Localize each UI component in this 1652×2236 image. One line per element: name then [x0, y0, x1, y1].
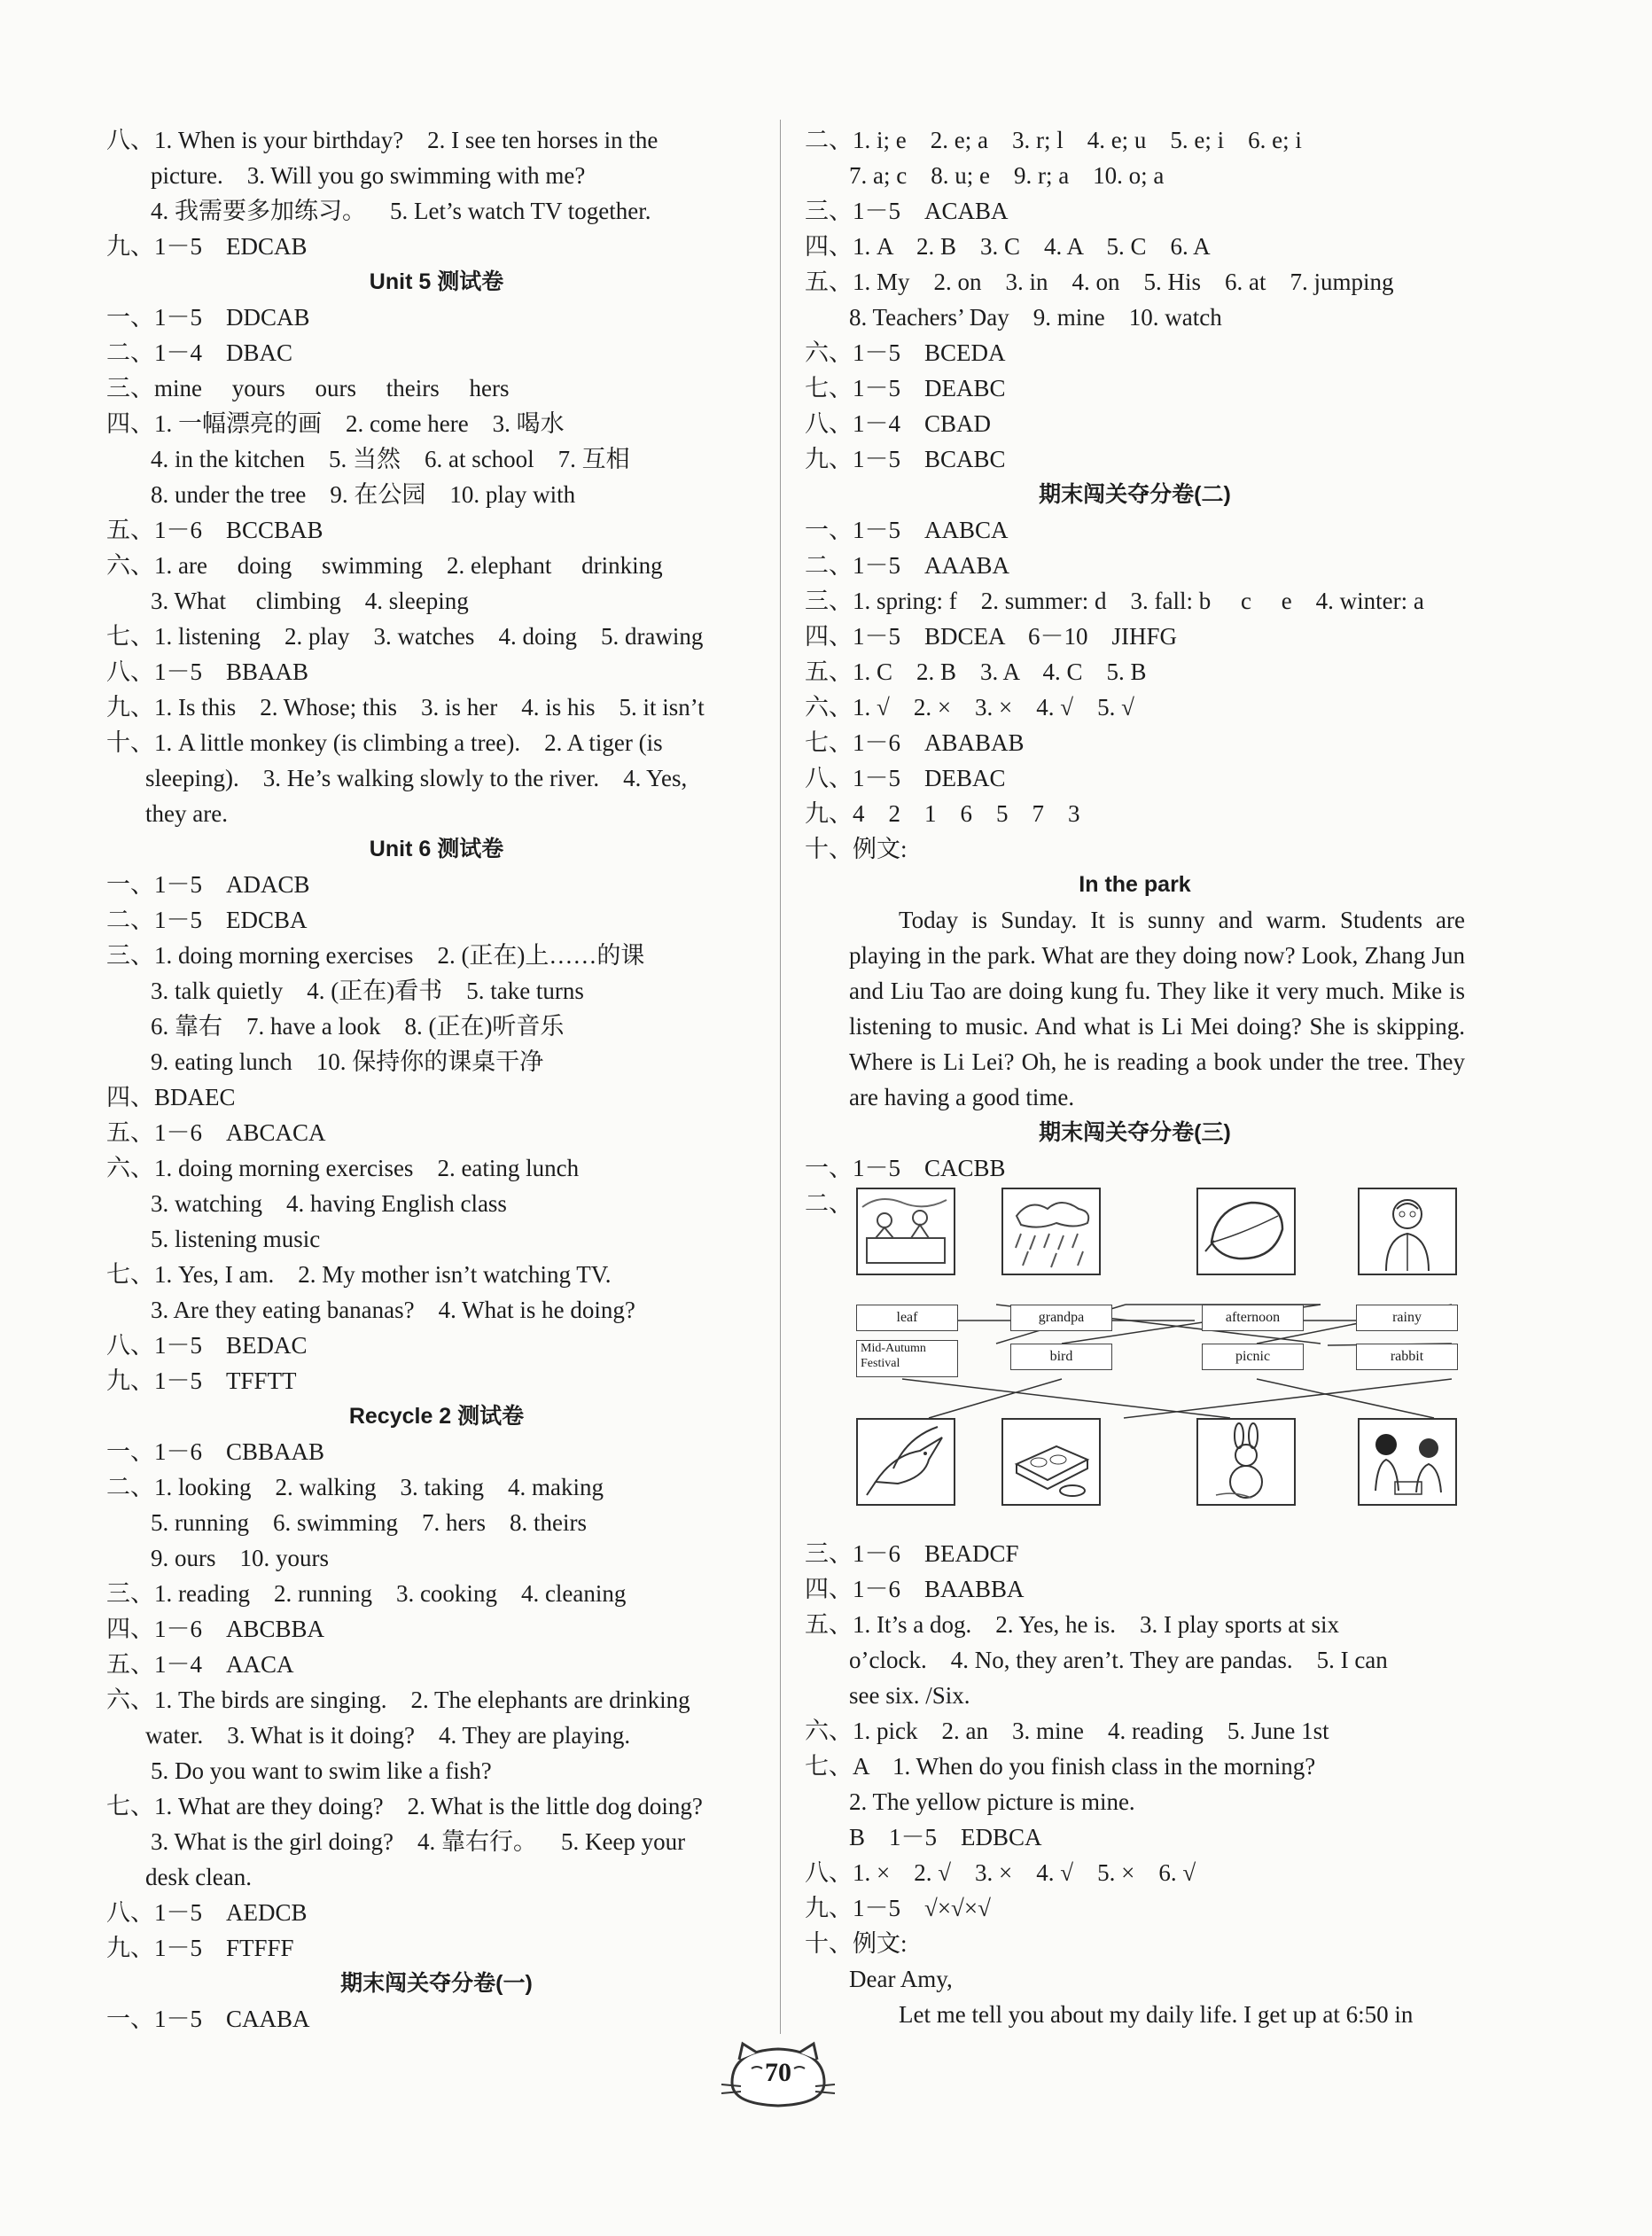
- answer-line: 二、1. i; e 2. e; a 3. r; l 4. e; u 5. e; i 6. e; i: [805, 127, 1302, 153]
- picture-grandpa: [1358, 1188, 1457, 1275]
- answer-line: o’clock. 4. No, they aren’t. They are pandas. 5. I can: [849, 1647, 1388, 1673]
- answer-line: 3. What climbing 4. sleeping: [151, 588, 469, 614]
- answer-line: 八、1. When is your birthday? 2. I see ten horses in the: [106, 127, 658, 153]
- answer-line: 四、1. A 2. B 3. C 4. A 5. C 6. A: [805, 233, 1211, 260]
- match-line: [1124, 1379, 1452, 1418]
- answer-line: they are.: [145, 800, 228, 827]
- answer-line: 九、1－5 FTFFF: [106, 1935, 294, 1961]
- answer-line: 一、1－5 AABCA: [805, 517, 1009, 543]
- answer-line: 三、1－5 ACABA: [805, 198, 1009, 224]
- answer-line: 3. Are they eating bananas? 4. What is he doing?: [151, 1297, 635, 1323]
- answer-line: 三、1. doing morning exercises 2. (正在)上……的课: [106, 942, 645, 969]
- answer-line: 六、1. pick 2. an 3. mine 4. reading 5. June 1st: [805, 1718, 1329, 1744]
- answer-line: 五、1. C 2. B 3. A 4. C 5. B: [805, 658, 1147, 685]
- section-heading: In the park: [1079, 872, 1191, 897]
- answer-line: 三、1－6 BEADCF: [805, 1540, 1019, 1567]
- match-line: [902, 1379, 1230, 1418]
- answer-line: 八、1. × 2. √ 3. × 4. √ 5. × 6. √: [805, 1859, 1196, 1886]
- answer-line: 9. ours 10. yours: [151, 1545, 329, 1571]
- word-grandpa: grandpa: [1010, 1305, 1112, 1331]
- right-column: [805, 122, 1465, 2032]
- answer-line: 三、1. spring: f 2. summer: d 3. fall: b c e 4. winter: a: [805, 588, 1424, 614]
- answer-line: 二、1－5 AAABA: [805, 552, 1010, 579]
- page-number: 70: [765, 2058, 791, 2087]
- answer-line: 4. 我需要多加练习。 5. Let’s watch TV together.: [151, 198, 651, 224]
- answer-line: 六、1. The birds are singing. 2. The elephants are drinking: [106, 1687, 690, 1713]
- answer-line: 四、1－6 ABCBBA: [106, 1616, 325, 1642]
- answer-line: 五、1. It’s a dog. 2. Yes, he is. 3. I play sports at six: [805, 1611, 1339, 1638]
- picture-mooncakes: [1001, 1418, 1101, 1506]
- answer-line: 四、BDAEC: [106, 1084, 236, 1110]
- answer-line: 九、1－5 √×√×√: [805, 1895, 991, 1921]
- section-heading: Recycle 2 测试卷: [348, 1404, 525, 1429]
- answer-line: 十、例文:: [805, 1930, 908, 1957]
- section-heading: 期末闯关夺分卷(三): [1039, 1120, 1231, 1145]
- answer-line: B 1－5 EDBCA: [849, 1824, 1042, 1850]
- answer-line: 一、1－6 CBBAAB: [106, 1438, 325, 1465]
- answer-line: 一、1－5 ADACB: [106, 871, 310, 898]
- picture-afternoon-kids: [1358, 1418, 1457, 1506]
- answer-line: 八、1－5 DEBAC: [805, 765, 1006, 791]
- answer-line: 5. Do you want to swim like a fish?: [151, 1757, 492, 1784]
- answer-line: 四、1－5 BDCEA 6－10 JIHFG: [805, 623, 1178, 650]
- picture-rabbit: [1196, 1418, 1296, 1506]
- answer-line: 九、1－5 EDCAB: [106, 233, 308, 260]
- answer-line: 八、1－5 BEDAC: [106, 1332, 308, 1359]
- answer-line: 3. What is the girl doing? 4. 靠右行。 5. Keep your: [151, 1828, 686, 1855]
- answer-line: 七、1－5 DEABC: [805, 375, 1006, 401]
- answer-line: desk clean.: [145, 1864, 252, 1890]
- answer-line: 6. 靠右 7. have a look 8. (正在)听音乐: [151, 1013, 565, 1040]
- answer-line: 七、A 1. When do you finish class in the morning?: [805, 1753, 1316, 1780]
- answer-line: 2. The yellow picture is mine.: [849, 1788, 1135, 1815]
- answer-line: 十、例文:: [805, 836, 908, 862]
- word-leaf: leaf: [856, 1305, 958, 1331]
- answer-line: 8. under the tree 9. 在公园 10. play with: [151, 481, 576, 508]
- answer-line: 5. listening music: [151, 1226, 321, 1252]
- answer-line: water. 3. What is it doing? 4. They are playing.: [145, 1722, 631, 1749]
- section-heading: Unit 6 测试卷: [369, 837, 504, 861]
- matching-exercise: [805, 1186, 1465, 1536]
- section-heading: 期末闯关夺分卷(一): [340, 1971, 533, 1996]
- picture-picnic: [856, 1188, 955, 1275]
- answer-line: 十、1. A little monkey (is climbing a tree). 2. A tiger (is: [106, 729, 663, 756]
- answer-line: 8. Teachers’ Day 9. mine 10. watch: [849, 304, 1222, 331]
- word-rainy: rainy: [1356, 1305, 1458, 1331]
- answer-line: 五、1－6 ABCACA: [106, 1119, 326, 1146]
- left-column: [106, 122, 767, 2037]
- answer-line: 八、1－4 CBAD: [805, 410, 992, 437]
- answer-line: 六、1－5 BCEDA: [805, 339, 1006, 366]
- answer-line: 二、1. looking 2. walking 3. taking 4. making: [106, 1474, 604, 1500]
- picture-rainy: [1001, 1188, 1101, 1275]
- answer-line: 六、1. are doing swimming 2. elephant drinking: [106, 552, 663, 579]
- word-afternoon: afternoon: [1202, 1305, 1304, 1331]
- word-mid-autumn-festival: Mid-Autumn Festival: [856, 1340, 958, 1377]
- answer-line: Dear Amy,: [849, 1966, 953, 1992]
- matching-label: 二、: [805, 1190, 853, 1217]
- column-divider: [780, 120, 781, 2034]
- answer-line: 五、1－4 AACA: [106, 1651, 294, 1678]
- answer-line: 五、1. My 2. on 3. in 4. on 5. His 6. at 7. jumping: [805, 269, 1394, 295]
- answer-line: 四、1. 一幅漂亮的画 2. come here 3. 喝水: [106, 410, 565, 437]
- answer-line: 一、1－5 DDCAB: [106, 304, 310, 331]
- word-picnic: picnic: [1202, 1344, 1304, 1370]
- answer-line: 九、1. Is this 2. Whose; this 3. is her 4. is his 5. it isn’t: [106, 694, 705, 721]
- answer-line: 七、1. What are they doing? 2. What is the little dog doing?: [106, 1793, 703, 1819]
- answer-line: 七、1－6 ABABAB: [805, 729, 1025, 756]
- answer-line: 三、1. reading 2. running 3. cooking 4. cleaning: [106, 1580, 627, 1607]
- answer-line: 5. running 6. swimming 7. hers 8. theirs: [151, 1509, 587, 1536]
- answer-line: 3. watching 4. having English class: [151, 1190, 507, 1217]
- answer-line: 七、1. Yes, I am. 2. My mother isn’t watching TV.: [106, 1261, 612, 1288]
- answer-line: see six. /Six.: [849, 1682, 970, 1709]
- section-heading: Unit 5 测试卷: [369, 269, 504, 294]
- answer-line: 八、1－5 AEDCB: [106, 1899, 308, 1926]
- answer-line: 五、1－6 BCCBAB: [106, 517, 323, 543]
- answer-line: 二、1－5 EDCBA: [106, 907, 308, 933]
- answer-line: 一、1－5 CACBB: [805, 1155, 1006, 1181]
- answer-line: 八、1－5 BBAAB: [106, 658, 309, 685]
- answer-line: 七、1. listening 2. play 3. watches 4. doing 5. drawing: [106, 623, 704, 650]
- answer-line: 六、1. √ 2. × 3. × 4. √ 5. √: [805, 694, 1134, 721]
- picture-bird: [856, 1418, 955, 1506]
- answer-line: 九、1－5 BCABC: [805, 446, 1006, 472]
- answer-line: 二、1－4 DBAC: [106, 339, 293, 366]
- section-heading: 期末闯关夺分卷(二): [1039, 482, 1231, 507]
- word-bird: bird: [1010, 1344, 1112, 1370]
- answer-line: 九、4 2 1 6 5 7 3: [805, 800, 1080, 827]
- answer-line: 三、mine yours ours theirs hers: [106, 375, 510, 401]
- answer-line: 一、1－5 CAABA: [106, 2006, 310, 2032]
- answer-line: 7. a; c 8. u; e 9. r; a 10. o; a: [849, 162, 1165, 189]
- answer-line: 六、1. doing morning exercises 2. eating lunch: [106, 1155, 580, 1181]
- answer-line: picture. 3. Will you go swimming with me?: [151, 162, 586, 189]
- page-number-badge: [716, 2038, 840, 2109]
- essay-in-the-park: Today is Sunday. It is sunny and warm. Students are playing in the park. What are they doing now? Look, Zhang Jun and Liu Tao are doing kung fu. They like it very much. Mike is listening to music. And what is Li Mei doing? She is skipping. Where is Li Lei? Oh, he is reading a book under the tree. They are having a good time.: [849, 907, 1465, 1110]
- answer-line: 四、1－6 BAABBA: [805, 1576, 1025, 1602]
- answer-line: 3. talk quietly 4. (正在)看书 5. take turns: [151, 978, 584, 1004]
- answer-line: 9. eating lunch 10. 保持你的课桌干净: [151, 1048, 544, 1075]
- answer-line: sleeping). 3. He’s walking slowly to the river. 4. Yes,: [145, 765, 688, 791]
- letter-first-line: Let me tell you about my daily life. I get up at 6:50 in: [899, 2001, 1414, 2028]
- picture-leaf: [1196, 1188, 1296, 1275]
- word-rabbit: rabbit: [1356, 1344, 1458, 1370]
- answer-line: 4. in the kitchen 5. 当然 6. at school 7. 互相: [151, 446, 630, 472]
- answer-line: 九、1－5 TFFTT: [106, 1367, 297, 1394]
